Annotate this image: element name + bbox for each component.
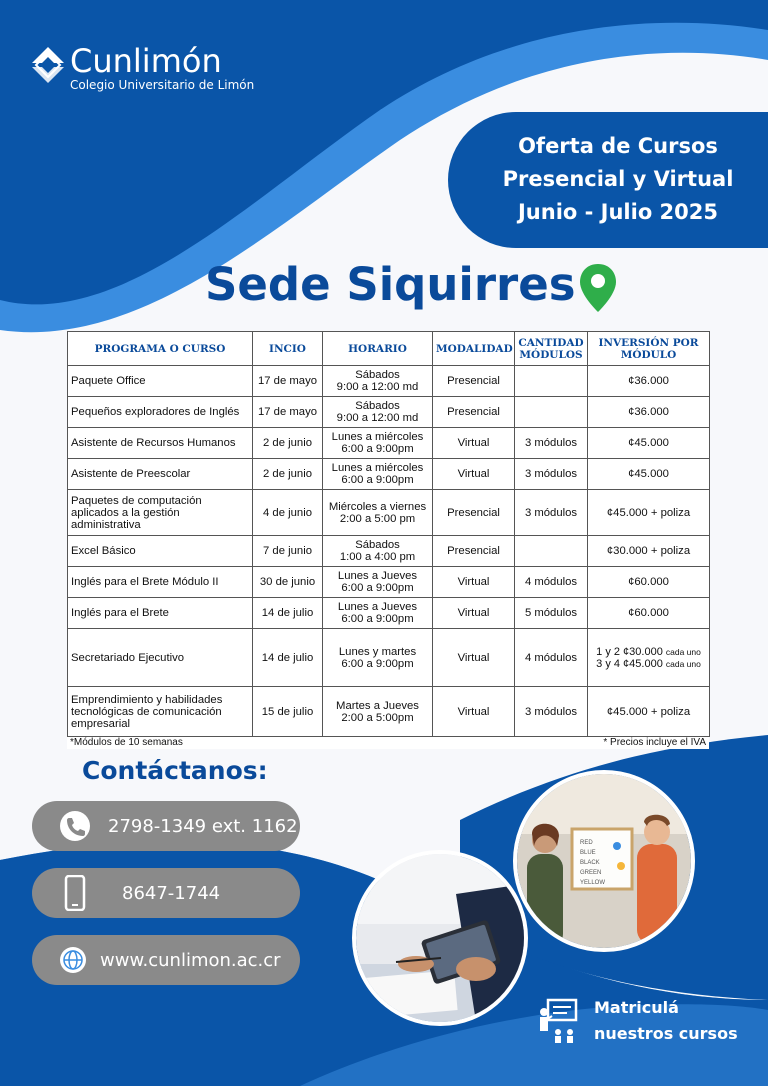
offer-line-3: Junio - Julio 2025 [517,200,719,224]
phone-number: 2798-1349 ext. 1162 [108,815,298,837]
price-line-b [591,658,706,670]
course-modules: 3 módulos [515,459,588,490]
header-cell: PROGRAMA O CURSO [68,332,253,366]
cta-line-2: nuestros cursos [594,1024,738,1043]
course-schedule [323,629,433,687]
course-mode: Presencial [433,490,515,536]
course-mode: Presencial [433,536,515,567]
presentation-icon [538,998,578,1044]
offer-line-1: Oferta de Cursos [518,134,718,158]
course-start: 2 de junio [253,428,323,459]
course-price: ¢30.000 + poliza [588,536,710,567]
offer-box [448,112,768,248]
course-schedule [323,598,433,629]
schedule-hours: 6:00 a 9:00pm [341,443,414,455]
table-row [68,598,710,629]
header-cell: INCIO [253,332,323,366]
course-price: ¢45.000 [588,428,710,459]
schedule-days: Martes a Jueves [336,699,419,712]
course-start: 30 de junio [253,567,323,598]
course-name: Secretariado Ejecutivo [68,629,253,687]
course-modules: 3 módulos [515,687,588,737]
website: www.cunlimon.ac.cr [100,949,281,971]
schedule-days: Lunes y martes [338,645,417,658]
table-header-row [68,332,710,366]
course-name: Paquetes de computación aplicados a la gestión administrativa [68,490,253,536]
courses-table [67,331,710,737]
course-modules [515,397,588,428]
course-mode: Virtual [433,459,515,490]
course-modules: 4 módulos [515,629,588,687]
course-mode: Virtual [433,598,515,629]
web-pill[interactable] [32,935,300,985]
course-mode: Virtual [433,567,515,598]
brand-name: Cunlimón [70,42,222,80]
course-price: ¢45.000 + poliza [588,490,710,536]
course-mode: Virtual [433,428,515,459]
table-row [68,366,710,397]
course-start: 17 de mayo [253,397,323,428]
schedule-hours: 6:00 a 9:00pm [341,582,414,594]
course-name: Asistente de Preescolar [68,459,253,490]
schedule-days: Sábados [355,400,400,412]
schedule-days: Lunes a Jueves [337,570,418,582]
logo [30,44,254,92]
note-iva: * Precios incluye el IVA [603,737,706,748]
phone-pill[interactable] [32,801,300,851]
schedule-days: Miércoles a viernes [328,500,427,513]
course-price: ¢45.000 [588,459,710,490]
mobile-icon [58,876,92,910]
price-b: 3 y 4 ¢45.000 [596,657,663,670]
whiteboard-word: GREEN [580,870,602,876]
header-cell: INVERSIÓN POR MÓDULO [588,332,710,366]
whiteboard-word: RED [580,840,593,846]
course-schedule [323,397,433,428]
course-price: ¢60.000 [588,567,710,598]
globe-icon [56,943,90,977]
course-schedule [323,428,433,459]
header-cell: MODALIDAD [433,332,515,366]
schedule-hours: 6:00 a 9:00pm [341,474,414,486]
course-modules [515,536,588,567]
course-modules: 4 módulos [515,567,588,598]
course-start: 14 de julio [253,629,323,687]
price-a-note: cada uno [665,646,701,657]
price-a: 1 y 2 ¢30.000 [596,645,663,658]
course-schedule [323,490,433,536]
whiteboard-word: BLUE [580,850,596,856]
schedule-hours: 6:00 a 9:00pm [341,657,414,670]
brand-subtitle: Colegio Universitario de Limón [70,78,255,92]
course-schedule [323,366,433,397]
course-modules: 3 módulos [515,490,588,536]
course-schedule [323,459,433,490]
mobile-pill[interactable] [32,868,300,918]
table-row [68,459,710,490]
course-price: ¢60.000 [588,598,710,629]
course-mode: Virtual [433,629,515,687]
location-pin-icon [578,262,618,314]
course-mode: Presencial [433,397,515,428]
course-start: 4 de junio [253,490,323,536]
header-cell: HORARIO [323,332,433,366]
schedule-hours: 1:00 a 4:00 pm [339,551,416,563]
course-name: Excel Básico [68,536,253,567]
table-notes [67,737,709,749]
course-start: 15 de julio [253,687,323,737]
course-name: Paquete Office [68,366,253,397]
course-price [588,629,710,687]
enroll-cta [538,995,738,1047]
course-schedule [323,536,433,567]
table-row [68,629,710,687]
course-start: 17 de mayo [253,366,323,397]
table-row [68,490,710,536]
course-schedule [323,567,433,598]
course-modules: 5 módulos [515,598,588,629]
course-name: Pequeños exploradores de Inglés [68,397,253,428]
schedule-hours: 2:00 a 5:00pm [341,711,414,724]
price-b-note: cada uno [665,658,701,669]
table-row [68,428,710,459]
course-start: 7 de junio [253,536,323,567]
schedule-hours: 2:00 a 5:00 pm [339,512,416,525]
table-row [68,567,710,598]
phone-icon [58,809,92,843]
course-price: ¢36.000 [588,366,710,397]
price-line-a [591,646,706,658]
course-start: 14 de julio [253,598,323,629]
course-price: ¢45.000 + poliza [588,687,710,737]
classroom-photo [513,770,695,952]
table-row [68,397,710,428]
offer-line-2: Presencial y Virtual [502,167,734,191]
course-modules [515,366,588,397]
whiteboard-word: YELLOW [580,880,606,886]
table-row [68,687,710,737]
course-name: Inglés para el Brete Módulo II [68,567,253,598]
course-mode: Presencial [433,366,515,397]
schedule-hours: 9:00 a 12:00 md [336,412,419,424]
mobile-number: 8647-1744 [122,882,221,904]
course-schedule [323,687,433,737]
schedule-days: Lunes a miércoles [331,462,424,474]
cta-line-1: Matriculá [594,998,679,1017]
whiteboard-word: BLACK [580,860,600,866]
note-modules: *Módulos de 10 semanas [70,737,183,748]
header-cell: CANTIDAD MÓDULOS [515,332,588,366]
schedule-days: Sábados [355,369,400,381]
course-name: Asistente de Recursos Humanos [68,428,253,459]
sede-title: Sede Siquirres [205,258,576,311]
course-modules: 3 módulos [515,428,588,459]
schedule-days: Sábados [355,539,400,551]
schedule-hours: 6:00 a 9:00pm [341,613,414,625]
tablet-photo [352,850,528,1026]
course-mode: Virtual [433,687,515,737]
course-name: Emprendimiento y habilidades tecnológicas de comunicación empresarial [68,687,253,737]
course-start: 2 de junio [253,459,323,490]
schedule-days: Lunes a miércoles [331,431,424,443]
table-row [68,536,710,567]
logo-mark [30,45,66,91]
course-price: ¢36.000 [588,397,710,428]
schedule-days: Lunes a Jueves [337,601,418,613]
contact-title: Contáctanos: [82,756,268,785]
schedule-hours: 9:00 a 12:00 md [336,381,419,393]
course-name: Inglés para el Brete [68,598,253,629]
